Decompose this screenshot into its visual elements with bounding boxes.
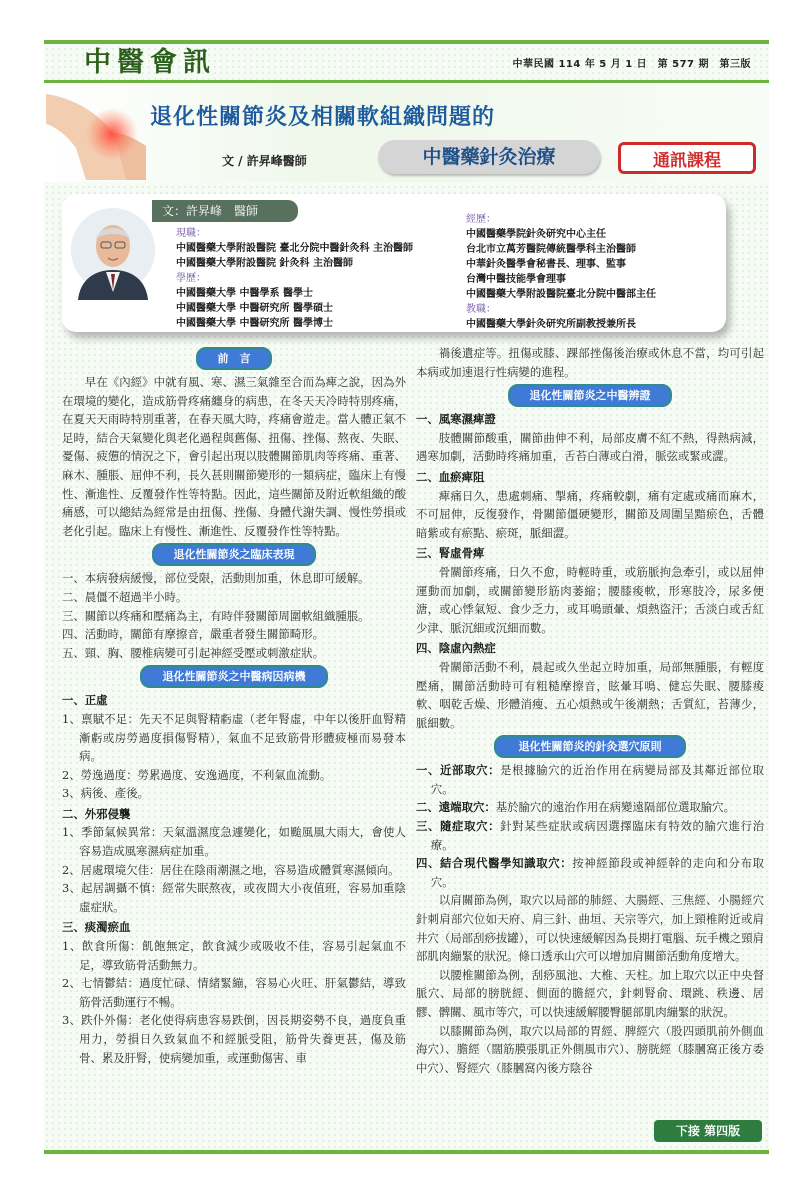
principle-item (416, 798, 764, 817)
syndrome-text: 痺痛日久，患處刺痛、掣痛，疼痛較劇，痛有定處或痛而麻木，不可屈伸，反復發作，骨關節僵硬變形，關節及周圍呈黯瘀色，舌體暗紫或有瘀點、瘀斑，脈細澀。 (416, 488, 764, 540)
experience-item: 台灣中醫技能學會理事 (466, 274, 566, 285)
example-text: 以膝關節為例，取穴以局部的胃經、脾經穴（股四頭肌前外側血海穴）、膽經（闊筋膜張肌正外側風市穴）、膀胱經（膝膕窩正後方委中穴）、腎經穴（膝膕窩內後方陰谷 (416, 1023, 764, 1075)
author-portrait (70, 200, 156, 300)
list-item: 2、勞逸過度：勞累過度、安逸過度，不利氣血流動。 (62, 767, 332, 782)
byline: 文 / 許昇峰醫師 (222, 154, 307, 168)
principle-text: 按神經節段或神經幹的走向和分布取穴。 (430, 856, 764, 889)
principle-head: 二、遠端取穴： (416, 800, 496, 815)
subtitle-pill: 中醫藥針灸治療 (378, 140, 600, 174)
cause-heading: 退化性關節炎之中醫病因病機 (140, 665, 328, 688)
experience-item: 中國醫藥大學附設醫院臺北分院中醫部主任 (466, 289, 656, 300)
syndrome-text: 骨關節疼痛，日久不愈，時輕時重，或筋脈拘急牽引，或以屈伸運動而加劇，或關節變形筋肉萎縮；腰膝痠軟，形寒肢冷，尿多便溏，或心悸氣短、食少乏力，或耳鳴頭暈、煩熱盜汗；舌淡白或舌紅少津、脈沉細或沉細而數。 (416, 564, 764, 635)
principle-head: 一、近部取穴： (416, 763, 501, 778)
continued-label: 下接 第四版 (654, 1120, 762, 1142)
course-badge: 通訊課程 (618, 142, 756, 174)
education-item: 中國醫藥大學 中醫研究所 醫學碩士 (176, 303, 333, 314)
principle-item (416, 854, 764, 891)
current-label: 現職： (176, 228, 206, 239)
experience-item: 中國醫藥學院針灸研究中心主任 (466, 229, 606, 240)
current-item: 中國醫藥大學附設醫院 臺北分院中醫針灸科 主治醫師 (176, 243, 413, 254)
list-item: 3、起居調攝不慎：經常失眠熬夜，或夜間大小夜值班，容易加重陰虛症狀。 (62, 881, 406, 914)
list-item: 3、跌仆外傷：老化使得病患容易跌倒，因長期姿勢不良，過度負重用力，勞損日久致氣血不和經脈受阻，筋骨失養更甚，傷及筋骨、累及肝腎，使病變加重，或運動傷害、車 (62, 1013, 406, 1065)
teaching-item: 中國醫藥大學針灸研究所副教授兼所長 (466, 319, 636, 330)
clinical-heading: 退化性關節炎之臨床表現 (152, 543, 316, 566)
principle-item (416, 817, 764, 854)
list-item: 三、關節以疼痛和壓痛為主，有時伴發關節周圍軟組織腫脹。 (62, 608, 370, 623)
list-item: 3、病後、產後。 (62, 786, 149, 801)
cause-group-heading: 三、痰濁瘀血 (62, 920, 131, 935)
right-column (416, 344, 764, 1077)
principle-head: 四、結合現代醫學知識取穴： (416, 856, 573, 871)
experience-label: 經歷： (466, 214, 496, 225)
example-text: 以腰椎關節為例，刮痧風池、大椎、天柱。加上取穴以正中央督脈穴、局部的膀胱經、側面的膽經穴，針刺腎俞、環跳、秩邊、居髎、髀關、風市等穴，可以快速緩解腰臀腿部肌肉繃緊的狀況。 (416, 967, 764, 1019)
masthead: 中醫會訊 (84, 47, 216, 78)
syndrome-heading: 四、陰虛內熱症 (416, 641, 496, 656)
differentiation-heading: 退化性關節炎之中醫辨證 (508, 384, 672, 407)
author-cv-right (466, 212, 656, 332)
list-item: 2、七情鬱結：過度忙碌、情緒緊繃，容易心火旺、肝氣鬱結，導致筋骨活動運行不暢。 (62, 976, 406, 1009)
syndrome-text: 骨關節活動不利，晨起或久坐起立時加重，局部無腫脹，有輕度壓痛，關節活動時可有粗糙摩擦音，眩暈耳鳴、健忘失眠、腰膝痠軟、咽乾舌燥、形體消瘦、五心煩熱或午後潮熱；舌質紅，苔薄少，脈細數。 (416, 659, 764, 730)
syndrome-heading: 二、血瘀痺阻 (416, 469, 485, 484)
example-text: 以肩關節為例，取穴以局部的肺經、大腸經、三焦經、小腸經穴針刺肩部穴位如天府、肩三針、曲垣、天宗等穴，加上頸椎附近或肩井穴（局部刮痧拔罐），可以快速緩解因為長期打電腦、玩手機之頸肩部肌肉繃緊的狀況。條口透承山穴可以增加肩關節活動角度增大。 (416, 893, 764, 964)
education-item: 中國醫藥大學 中醫學系 醫學士 (176, 288, 313, 299)
syndrome-heading: 三、腎虛骨痺 (416, 546, 485, 561)
header-rule (44, 80, 769, 83)
cause-group-heading: 一、正虛 (62, 693, 108, 708)
list-item: 四、活動時，關節有摩擦音，嚴重者發生關節畸形。 (62, 627, 324, 642)
main-title: 退化性關節炎及相關軟組織問題的 (150, 105, 496, 130)
cause-group-heading: 二、外邪侵襲 (62, 806, 131, 821)
list-item: 五、頸、胸、腰椎病變可引起神經受壓或刺激症狀。 (62, 645, 324, 660)
list-item: 1、季節氣候異常：天氣溫濕度急遽變化，如颱風風大雨大，會使人容易造成風寒濕病症加重。 (62, 825, 406, 859)
syndrome-heading: 一、風寒濕痺證 (416, 412, 496, 427)
acupuncture-heading: 退化性關節炎的針灸選穴原則 (494, 735, 686, 758)
list-item: 2、居處環境欠佳：居住在陰雨潮濕之地，容易造成體質寒濕傾向。 (62, 862, 400, 877)
principle-text: 針對某些症狀或病因選擇臨床有特效的腧穴進行治療。 (430, 819, 764, 852)
syndrome-text: 肢體關節酸重，關節曲伸不利，局部皮膚不紅不熱，得熱病減，遇寒加劇，活動時疼痛加重，舌苔白薄或白滑，脈弦或緊或澀。 (416, 430, 764, 464)
list-item: 二、晨僵不超過半小時。 (62, 589, 188, 604)
teaching-label: 教職： (466, 304, 496, 315)
experience-item: 中華針灸醫學會秘書長、理事、監事 (466, 259, 626, 270)
list-item: 1、飲食所傷：飢飽無定，飲食減少或吸收不佳，容易引起氣血不足，導致筋骨活動無力。 (62, 939, 406, 972)
issue-line: 中華民國 114 年 5 月 1 日 第 577 期 第三版 (512, 59, 751, 70)
knee-illustration (46, 86, 146, 180)
principle-item (416, 761, 764, 798)
principle-text: 基於腧穴的遠治作用在病變遠隔部位選取腧穴。 (495, 800, 735, 815)
preface-text: 早在《內經》中就有風、寒、濕三氣雜至合而為痺之說，因為外在環境的變化，造成筋骨疼痛纏身的病患，在冬天天冷時特別疼痛，在夏天天雨時特別重著，在春天風大時，疼痛會遊走。當人體正氣不足時，結合天氣變化與老化過程與舊傷、扭傷、挫傷、熬夜、失眠、憂傷、疲憊的情況之下，會引起出現以肢體關節肌肉等疼痛、重著、麻木、腫脹、屈伸不利，長久甚則關節變形的一類病症，臨床上有慢性、漸進性、反覆發作性等特點。因此，這些關節及附近軟組織的酸痛感，可以總結為經常是由扭傷、挫傷、身體代謝失調、慢性勞損或老化引起。臨床上有慢性、漸進性、反覆發作性等特點。 (62, 375, 406, 538)
author-cv-left (176, 226, 413, 331)
bottom-rule (44, 1150, 769, 1154)
top-rule (44, 40, 769, 44)
principle-head: 三、隨症取穴： (416, 819, 501, 834)
author-label: 文：許昇峰 醫師 (152, 200, 298, 222)
list-item: 1、禀賦不足：先天不足與腎精虧虛（老年腎虛，中年以後肝血腎精漸虧或房勞過度損傷腎精），氣血不足致筋骨形體疲極而易發本病。 (62, 711, 406, 764)
list-item: 一、本病發病緩慢，部位受限，活動則加重，休息即可緩解。 (62, 571, 370, 586)
left-column (62, 344, 406, 1067)
lead-text: 禍後遺症等。扭傷或膝、踝部挫傷後治療或休息不當，均可引起本病或加速退行性病變的進程。 (416, 346, 764, 379)
education-item: 中國醫藥大學 中醫研究所 醫學博士 (176, 318, 333, 329)
current-item: 中國醫藥大學附設醫院 針灸科 主治醫師 (176, 258, 353, 269)
education-label: 學歷： (176, 273, 206, 284)
preface-heading: 前 言 (196, 347, 272, 370)
principle-text: 是根據腧穴的近治作用在病變局部及其鄰近部位取穴。 (430, 763, 764, 796)
experience-item: 台北市立萬芳醫院傳統醫學科主治醫師 (466, 244, 636, 255)
